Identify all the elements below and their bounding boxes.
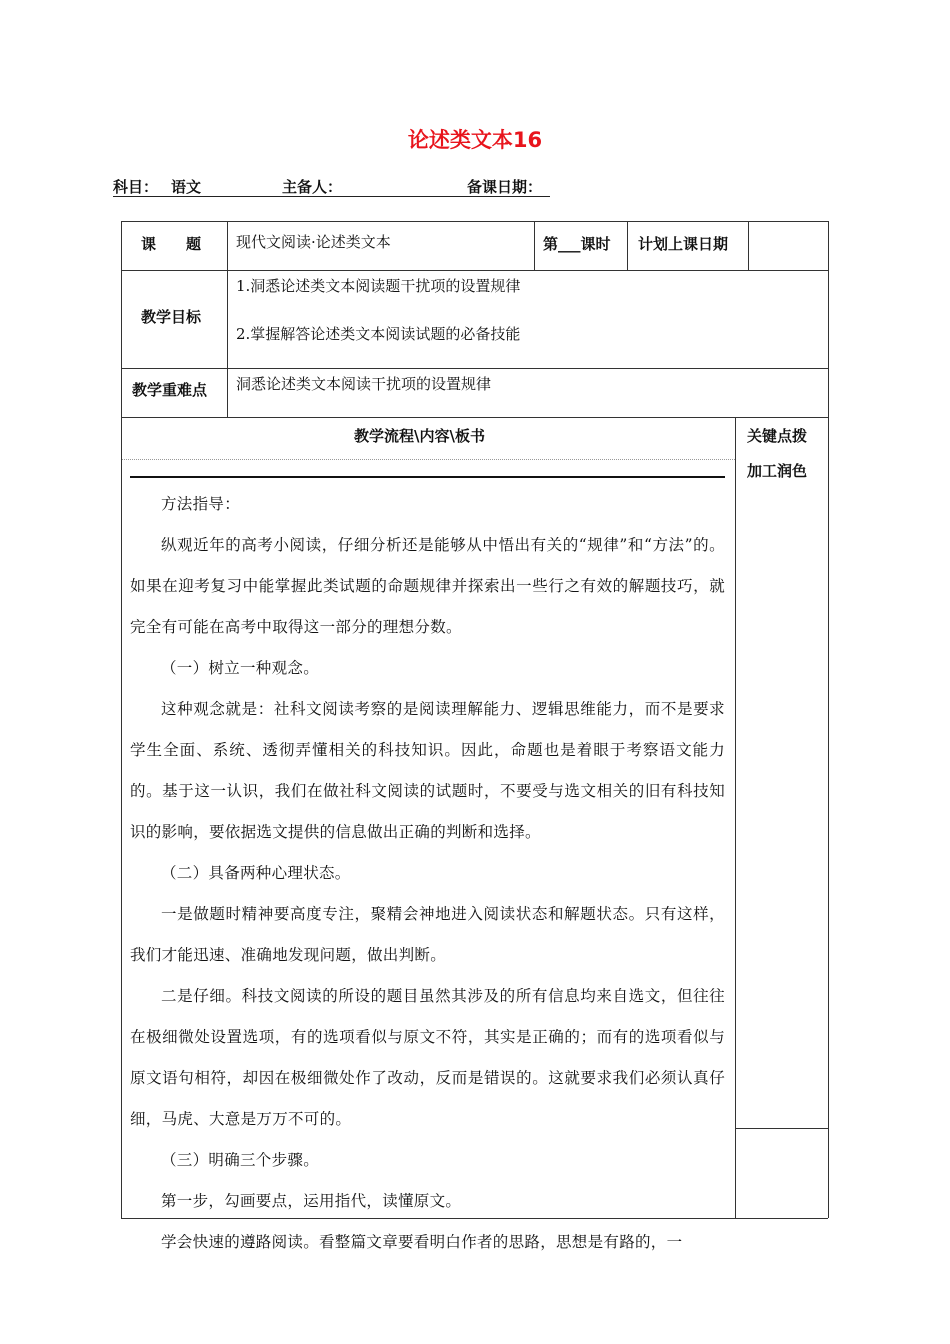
side-column-rule	[735, 1128, 828, 1129]
table-border-right	[828, 221, 829, 1218]
side-header-polish: 加工润色	[747, 462, 808, 480]
label-column-rule	[227, 221, 228, 417]
paragraph: 第一步，勾画要点，运用指代，读懂原文。	[161, 1192, 462, 1210]
subject-value: 语文	[171, 178, 202, 196]
paragraph: 纵观近年的高考小阅读，仔细分析还是能够从中悟出有关的“规律”和“方法”的。如果在迎考复习中能掌握此类试题的命题规律并探索出一些行之有效的解题技巧，就完全有可能在高考中取得这一部分的理想分数。	[130, 536, 725, 636]
focus-label: 教学重难点	[132, 381, 208, 399]
flow-header: 教学流程\内容\板书	[354, 427, 485, 445]
paragraph: 二是仔细。科技文阅读的所设的题目虽然其涉及的所有信息均来自选文，但往往在极细微处设置选项，有的选项看似与原文不符，其实是正确的；而有的选项看似与原文语句相符，却因在极细微处作了改动，反而是错误的。这就要求我们必须认真仔细，马虎、大意是万万不可的。	[130, 987, 725, 1128]
lesson-number-label: 第___课时	[543, 235, 611, 253]
paragraph: （三）明确三个步骤。	[161, 1151, 320, 1169]
goals-label: 教学目标	[141, 308, 202, 326]
date-label: 备课日期：	[467, 178, 543, 196]
meta-underline	[113, 196, 550, 197]
paragraph: 方法指导：	[161, 495, 241, 513]
paragraph: （一）树立一种观念。	[161, 659, 320, 677]
paragraph: （二）具备两种心理状态。	[161, 864, 351, 882]
goal-item: 1.洞悉论述类文本阅读题干扰项的设置规律	[236, 277, 521, 295]
side-header-key-points: 关键点拨	[747, 427, 808, 445]
flow-separator	[130, 476, 725, 478]
table-rule	[121, 417, 828, 418]
subject-label: 科目：	[113, 178, 159, 196]
document-title: 论述类文本16	[407, 128, 543, 152]
focus-value: 洞悉论述类文本阅读干扰项的设置规律	[236, 375, 492, 393]
topic-label: 课 题	[141, 235, 202, 253]
flow-dotted-line	[121, 459, 735, 460]
paragraph: 这种观念就是：社科文阅读考察的是阅读理解能力、逻辑思维能力，而不是要求学生全面、系统、透彻弄懂相关的科技知识。因此，命题也是着眼于考察语文能力的。基于这一认识，我们在做社科文阅读的试题时，不要受与选文相关的旧有科技知识的影响，要依据选文提供的信息做出正确的判断和选择。	[130, 700, 725, 841]
table-rule-v	[534, 221, 535, 270]
plan-date-label: 计划上课日期	[638, 235, 729, 253]
table-border-left	[121, 221, 122, 1218]
table-rule-v	[627, 221, 628, 270]
paragraph: 学会快速的遵路阅读。看整篇文章要看明白作者的思路，思想是有路的，一	[161, 1233, 683, 1251]
preparer-label: 主备人：	[282, 178, 343, 196]
side-column-rule-v	[735, 417, 736, 1218]
table-rule-v	[748, 221, 749, 270]
topic-value: 现代文阅读·论述类文本	[236, 233, 391, 251]
goal-item: 2.掌握解答论述类文本阅读试题的必备技能	[236, 325, 521, 343]
flow-content	[130, 484, 725, 1263]
paragraph: 一是做题时精神要高度专注，聚精会神地进入阅读状态和解题状态。只有这样，我们才能迅速、准确地发现问题，做出判断。	[130, 905, 725, 964]
